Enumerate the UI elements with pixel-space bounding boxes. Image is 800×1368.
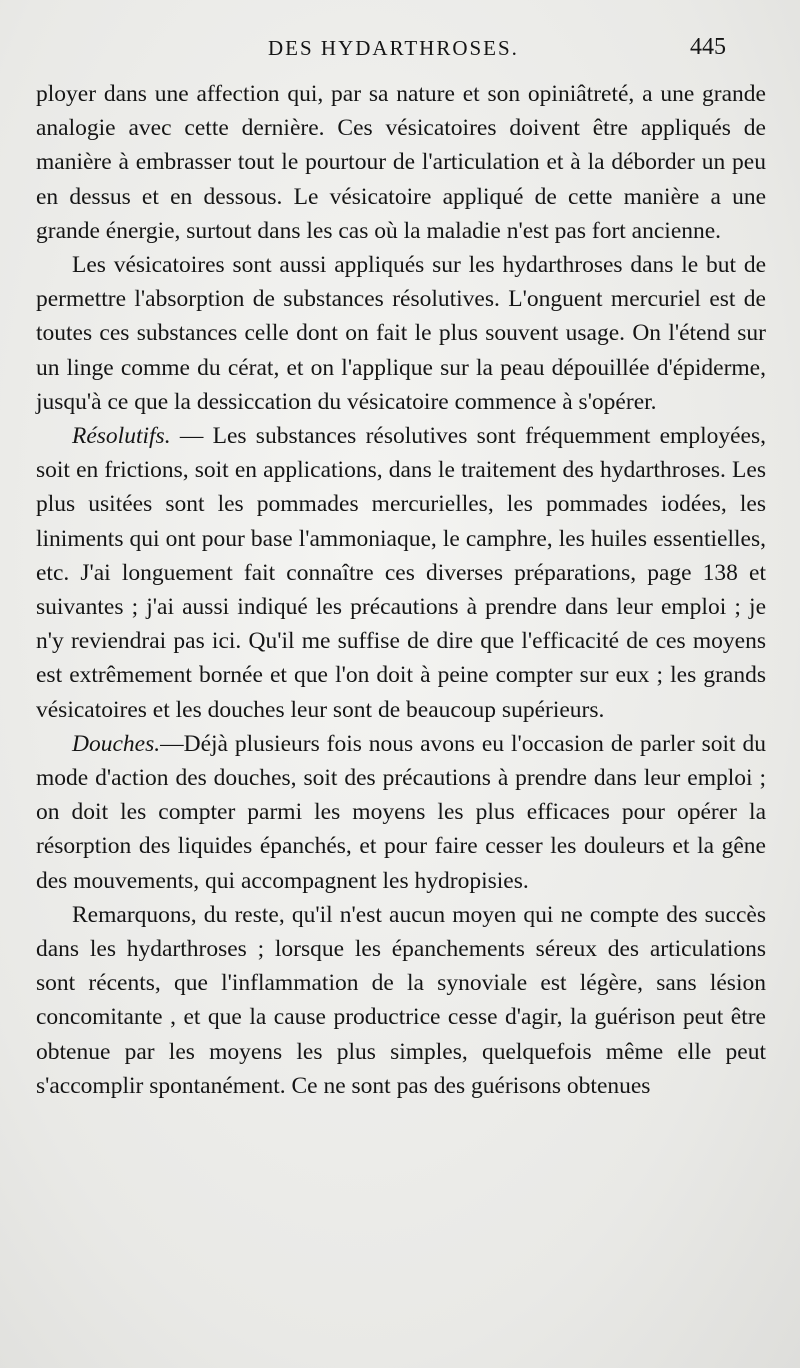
paragraph-douches (36, 727, 766, 898)
section-heading-resolutifs: Résolutifs. (72, 423, 171, 450)
paragraph-resolutifs-text: — Les substances résolutives sont fréquemment employées, soit en frictions, soit en applications, dans le traitement des hydarthroses. Les plus usitées sont les pommades mercurielles, les pommades iodées, les liniments qui ont pour base l'ammoniaque, le camphre, les huiles essentielles, etc. J'ai longuement fait connaître ces diverses préparations, page 138 et suivantes ; j'ai aussi indiqué les précautions à prendre dans leur emploi ; je n'y reviendrai pas ici. Qu'il me suffise de dire que l'efficacité de ces moyens est extrêmement bornée et que l'on doit à peine compter sur eux ; les grands vésicatoires et les douches leur sont de beaucoup supérieurs. (36, 423, 766, 723)
paragraph-resolutifs (36, 419, 766, 727)
body-text (36, 77, 766, 1103)
running-title: DES HYDARTHROSES. (268, 36, 519, 60)
paragraph-douches-text: —Déjà plusieurs fois nous avons eu l'occasion de parler soit du mode d'action des douches, soit des précautions à prendre dans leur emploi ; on doit les compter parmi les moyens les plus efficaces pour opérer la résorption des liquides épanchés, et pour faire cesser les douleurs et la gêne des mouvements, qui accompagnent les hydropisies. (36, 730, 766, 894)
paragraph-5: Remarquons, du reste, qu'il n'est aucun moyen qui ne compte des succès dans les hydarthroses ; lorsque les épanchements séreux des articulations sont récents, que l'inflammation de la synoviale est légère, sans lésion concomitante , et que la cause productrice cesse d'agir, la guérison peut être obtenue par les moyens les plus simples, quelquefois même elle peut s'accomplir spontanément. Ce ne sont pas des guérisons obtenues (36, 901, 766, 1099)
paragraph-2: Les vésicatoires sont aussi appliqués sur les hydarthroses dans le but de permettre l'absorption de substances résolutives. L'onguent mercuriel est de toutes ces substances celle dont on fait le plus souvent usage. On l'étend sur un linge comme du cérat, et on l'applique sur la peau dépouillée d'épiderme, jusqu'à ce que la dessiccation du vésicatoire commence à s'opérer. (36, 252, 766, 415)
section-heading-douches: Douches. (72, 730, 161, 757)
paragraph-1: ployer dans une affection qui, par sa nature et son opiniâtreté, a une grande analogie avec cette dernière. Ces vésicatoires doivent être appliqués de manière à embrasser tout le pourtour de l'articulation et à la déborder un peu en dessus et en dessous. Le vésicatoire appliqué de cette manière a une grande énergie, surtout dans les cas où la maladie n'est pas fort ancienne. (36, 81, 766, 244)
page-number: 445 (690, 34, 726, 60)
